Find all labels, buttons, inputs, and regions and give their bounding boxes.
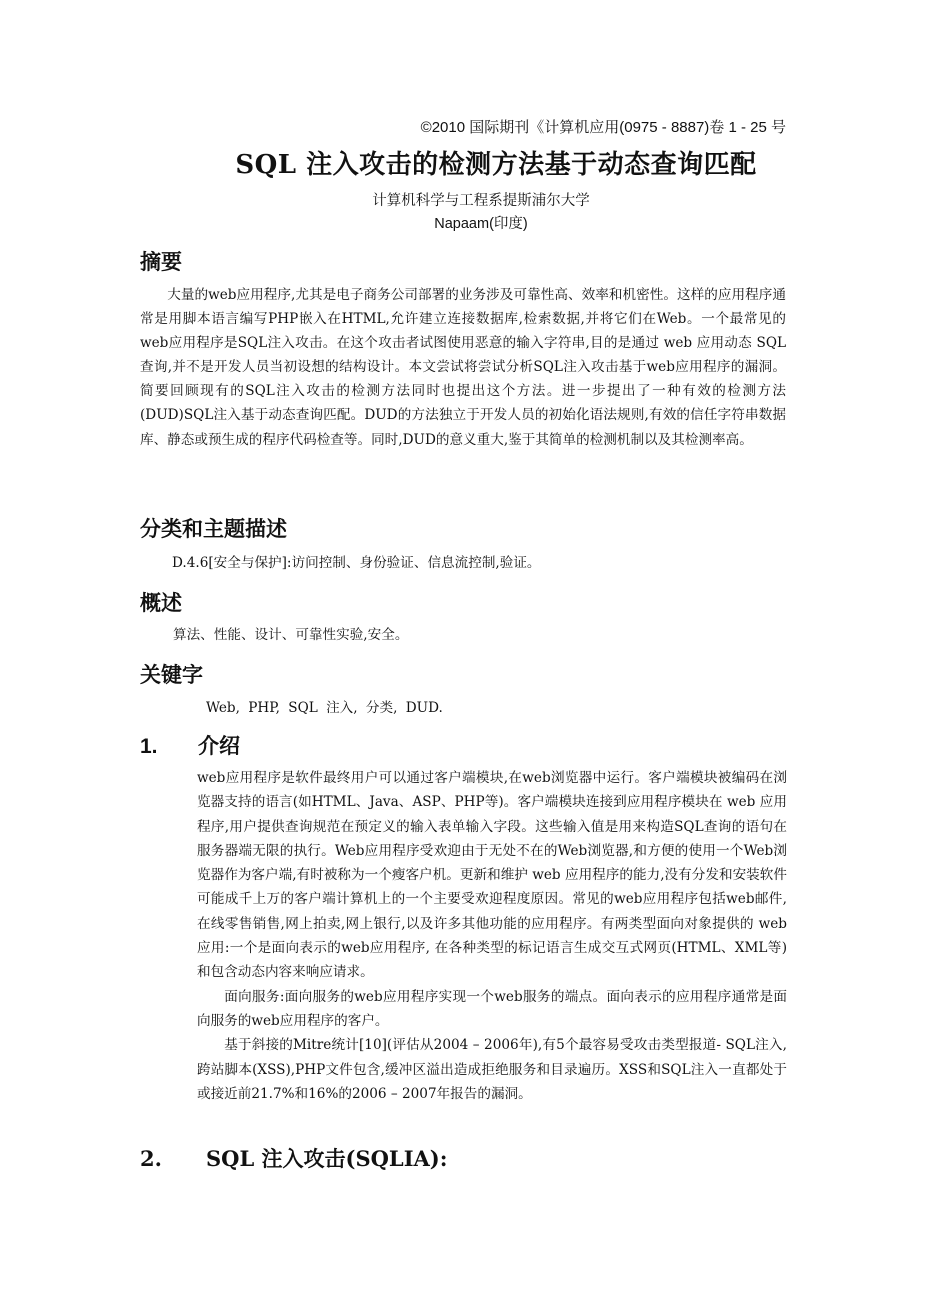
author <box>0 212 926 233</box>
general-terms-text: 算法、性能、设计、可靠性实验,安全。 <box>173 627 409 643</box>
section-1-paragraph: 面向服务:面向服务的web应用程序实现一个web服务的端点。面向表示的应用程序通常是面向服务的web应用程序的客户。 <box>197 988 787 1029</box>
abstract-heading: 摘要 <box>140 251 182 274</box>
classification-heading: 分类和主题描述 <box>140 518 287 541</box>
paper-title <box>0 144 926 181</box>
section-1-paragraph: 基于斜接的Mitre统计[10](评估从2004 – 2006年),有5个最容易受攻击类型报道- SQL注入,跨站脚本(XSS),PHP文件包含,缓冲区溢出造成拒绝服务和目录遍历。XSS和SQL注入一直都处于或接近前21.7%和16%的2006 – 2007年报告的漏洞。 <box>197 1037 787 1102</box>
section-1-body <box>197 766 787 1106</box>
section-2-title: SQL 注入攻击(SQLIA): <box>206 1146 448 1171</box>
author-text: Napaam(印度) <box>434 216 528 232</box>
affiliation <box>0 189 926 210</box>
general-terms-heading: 概述 <box>140 592 182 615</box>
classification-text: D.4.6[安全与保护]:访问控制、身份验证、信息流控制,验证。 <box>172 555 541 571</box>
section-2-heading <box>140 1143 448 1173</box>
journal-citation: ©2010 国际期刊《计算机应用(0975 - 8887)卷 1 - 25 号 <box>420 119 786 136</box>
keywords-text: Web, PHP, SQL 注入, 分类, DUD. <box>206 700 443 716</box>
section-1-heading <box>140 730 240 760</box>
abstract-text: 大量的web应用程序,尤其是电子商务公司部署的业务涉及可靠性高、效率和机密性。这样的应用程序通常是用脚本语言编写PHP嵌入在HTML,允许建立连接数据库,检索数据,并将它们在Web。一个最常见的web应用程序是SQL注入攻击。在这个攻击者试图使用恶意的输入字符串,目的是通过 web 应用动态 SQL 查询,并不是开发人员当初设想的结构设计。本文尝试将尝试分析SQL注入攻击基于web应用程序的漏洞。简要回顾现有的SQL注入攻击的检测方法同时也提出这个方法。进一步提出了一种有效的检测方法(DUD)SQL注入基于动态查询匹配。DUD的方法独立于开发人员的初始化语法规则,有效的信任字符串数据库、静态或预生成的程序代码检查等。同时,DUD的意义重大,鉴于其简单的检测机制以及其检测率高。 <box>140 287 786 448</box>
paper-title-text: SQL 注入攻击的检测方法基于动态查询匹配 <box>235 150 757 180</box>
section-2-number: 2. <box>140 1146 162 1171</box>
affiliation-text: 计算机科学与工程系提斯浦尔大学 <box>372 193 590 209</box>
keywords-heading: 关键字 <box>140 664 203 687</box>
section-1-paragraph: web应用程序是软件最终用户可以通过客户端模块,在web浏览器中运行。客户端模块被编码在浏览器支持的语言(如HTML、Java、ASP、PHP等)。客户端模块连接到应用程序模块在 web 应用程序,用户提供查询规范在预定义的输入表单输入字段。这些输入值是用来构造SQL查询的语句在服务器端无限的执行。Web应用程序受欢迎由于无处不在的Web浏览器,和方便的使用一个Web浏览器作为客户端,有时被称为一个瘦客户机。更新和维护 web 应用程序的能力,没有分发和安装软件可能成千上万的客户端计算机上的一个主要受欢迎程度原因。常见的web应用程序包括web邮件,在线零售销售,网上拍卖,网上银行,以及许多其他功能的应用程序。有两类型面向对象提供的 web 应用:一个是面向表示的web应用程序, 在各种类型的标记语言生成交互式网页(HTML、XML等)和包含动态内容来响应请求。 <box>197 770 787 981</box>
section-1-number: 1. <box>140 735 158 758</box>
section-1-title: 介绍 <box>198 735 240 758</box>
